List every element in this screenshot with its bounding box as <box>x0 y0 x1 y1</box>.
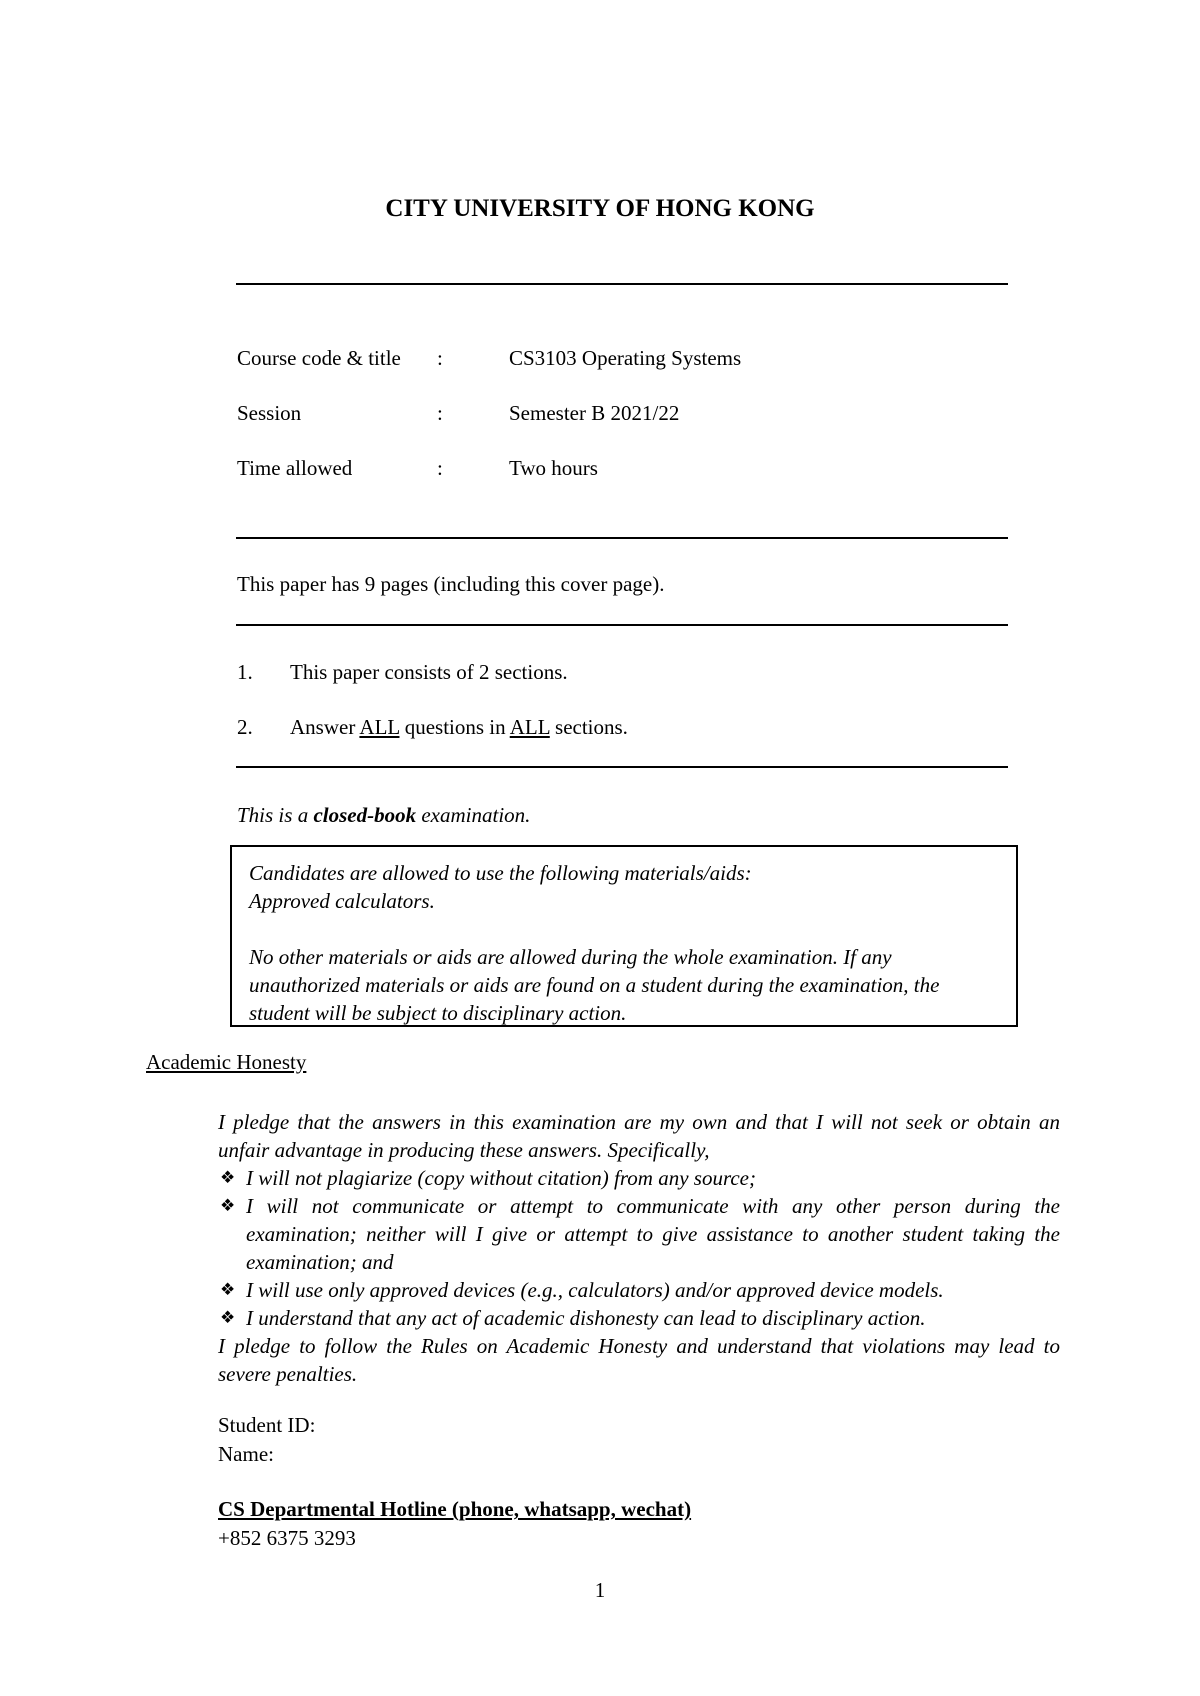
instruction-mid: questions in <box>399 715 510 739</box>
emphasis-all: ALL <box>359 715 400 739</box>
divider <box>236 624 1008 626</box>
materials-warning: No other materials or aids are allowed during the whole examination. If any unauthorized materials or aids are found on a student during the examination, the student will be subject to disciplinary action. <box>249 945 940 1025</box>
emphasis-all: ALL <box>509 715 550 739</box>
time-allowed-value: Two hours <box>509 456 598 480</box>
instruction-post: sections. <box>549 715 628 739</box>
page-number: 1 <box>594 1578 606 1602</box>
session-label: Session <box>237 401 302 425</box>
course-label: Course code & title <box>237 346 401 370</box>
pages-note: This paper has 9 pages (including this cover page). <box>237 572 665 596</box>
diamond-bullet-icon: ❖ <box>220 1196 236 1215</box>
pledge-item-text: I will use only approved devices (e.g., calculators) and/or approved device models. <box>246 1278 944 1302</box>
pledge-item <box>218 1276 1060 1304</box>
academic-honesty-heading: Academic Honesty <box>146 1050 307 1074</box>
pledge-list <box>218 1164 1060 1332</box>
time-allowed-colon: : <box>437 456 443 480</box>
hotline-heading: CS Departmental Hotline (phone, whatsapp, wechat) <box>218 1497 692 1521</box>
closed-book-post: examination. <box>416 803 531 827</box>
course-value: CS3103 Operating Systems <box>509 346 742 370</box>
closed-book-note <box>237 803 530 828</box>
divider <box>236 283 1008 285</box>
materials-box <box>230 845 1018 1027</box>
instruction-pre: Answer <box>290 715 360 739</box>
hotline-phone: +852 6375 3293 <box>218 1526 356 1550</box>
student-name-label: Name: <box>218 1442 274 1466</box>
pledge-closing: I pledge to follow the Rules on Academic Honesty and understand that violations may lead to severe penalties. <box>218 1334 1060 1386</box>
divider <box>236 766 1008 768</box>
instruction-text: This paper consists of 2 sections. <box>290 660 568 684</box>
materials-line: Candidates are allowed to use the following materials/aids: <box>249 861 752 885</box>
materials-line: Approved calculators. <box>249 889 435 913</box>
course-colon: : <box>437 346 443 370</box>
session-colon: : <box>437 401 443 425</box>
pledge-item-text: I will not communicate or attempt to communicate with any other person during the examination; neither will I give or attempt to give assistance to another student taking the examination; and <box>246 1194 1060 1274</box>
pledge-item <box>218 1164 1060 1192</box>
pledge-intro: I pledge that the answers in this examination are my own and that I will not seek or obtain an unfair advantage in producing these answers. Specifically, <box>218 1110 1060 1162</box>
diamond-bullet-icon: ❖ <box>220 1308 236 1327</box>
diamond-bullet-icon: ❖ <box>220 1280 236 1299</box>
pledge-item-text: I will not plagiarize (copy without citation) from any source; <box>246 1166 756 1190</box>
honesty-pledge <box>218 1108 1060 1388</box>
instruction-text <box>290 715 628 740</box>
session-value: Semester B 2021/22 <box>509 401 680 425</box>
student-id-label: Student ID: <box>218 1413 316 1437</box>
pledge-item <box>218 1192 1060 1276</box>
closed-book-bold: closed-book <box>313 803 417 827</box>
closed-book-pre: This is a <box>237 803 314 827</box>
university-title: CITY UNIVERSITY OF HONG KONG <box>385 195 815 222</box>
instruction-number: 2. <box>237 715 253 739</box>
divider <box>236 537 1008 539</box>
pledge-item <box>218 1304 1060 1332</box>
instruction-number: 1. <box>237 660 253 684</box>
pledge-item-text: I understand that any act of academic dishonesty can lead to disciplinary action. <box>246 1306 926 1330</box>
diamond-bullet-icon: ❖ <box>220 1168 236 1187</box>
time-allowed-label: Time allowed <box>237 456 353 480</box>
